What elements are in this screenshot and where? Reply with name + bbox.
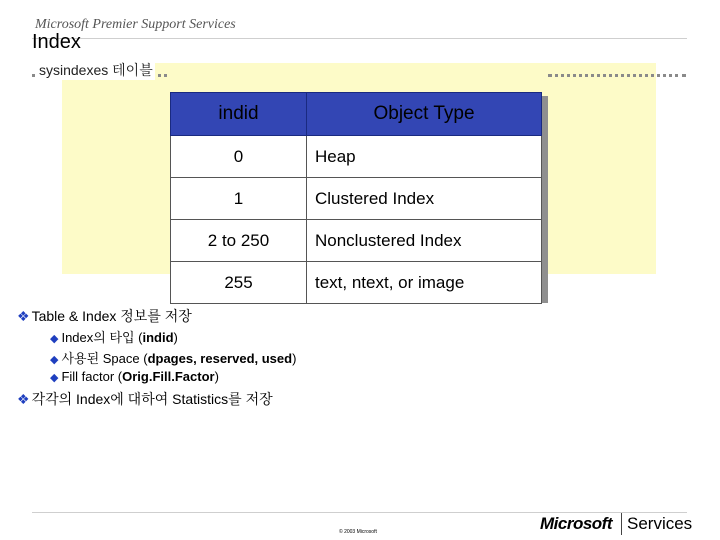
services-label: Services	[627, 514, 693, 533]
bullet-text: 각각의 Index에 대하여 Statistics를 저장	[31, 391, 273, 407]
cell-indid: 2 to 250	[171, 220, 307, 262]
title-rule	[32, 38, 687, 39]
table-row	[171, 220, 542, 262]
header-object-type: Object Type	[307, 93, 542, 136]
table-row	[171, 262, 542, 304]
diamond-bullet-icon: ◆	[50, 354, 59, 366]
table-row	[171, 178, 542, 220]
diamond-bullet-icon: ◆	[50, 372, 59, 384]
diamond-bullet-icon: ◆	[50, 333, 59, 345]
table-header-row	[171, 93, 542, 136]
cell-object-type: text, ntext, or image	[307, 262, 542, 304]
cell-object-type: Clustered Index	[307, 178, 542, 220]
page-title: Index	[32, 31, 81, 53]
sub-bullet-space: ◆ 사용된 Space (dpages, reserved, used)	[50, 351, 297, 366]
diamond-bullet-icon: ❖	[17, 308, 30, 324]
bullet-table-index	[17, 306, 192, 326]
header-brand: Microsoft Premier Support Services	[35, 17, 236, 32]
diamond-bullet-icon: ❖	[17, 391, 30, 407]
cell-object-type: Nonclustered Index	[307, 220, 542, 262]
cell-indid: 0	[171, 136, 307, 178]
section-label: sysindexes 테이블	[39, 62, 153, 78]
logo-separator	[621, 513, 622, 535]
sub-bullet-fill-factor: ◆ Fill factor (Orig.Fill.Factor)	[50, 369, 219, 384]
copyright: © 2003 Microsoft	[339, 529, 377, 535]
cell-indid: 1	[171, 178, 307, 220]
footer-rule	[32, 512, 687, 513]
sub-bullet-indid: ◆ Index의 타입 (indid)	[50, 330, 178, 345]
bullet-text: Table & Index 정보를 저장	[31, 308, 192, 324]
cell-indid: 255	[171, 262, 307, 304]
microsoft-logo: Microsoft	[540, 514, 612, 533]
bullet-statistics	[17, 389, 273, 409]
cell-object-type: Heap	[307, 136, 542, 178]
dotted-line-right	[548, 74, 686, 77]
header-indid: indid	[171, 93, 307, 136]
object-type-table	[170, 92, 542, 304]
table-row	[171, 136, 542, 178]
